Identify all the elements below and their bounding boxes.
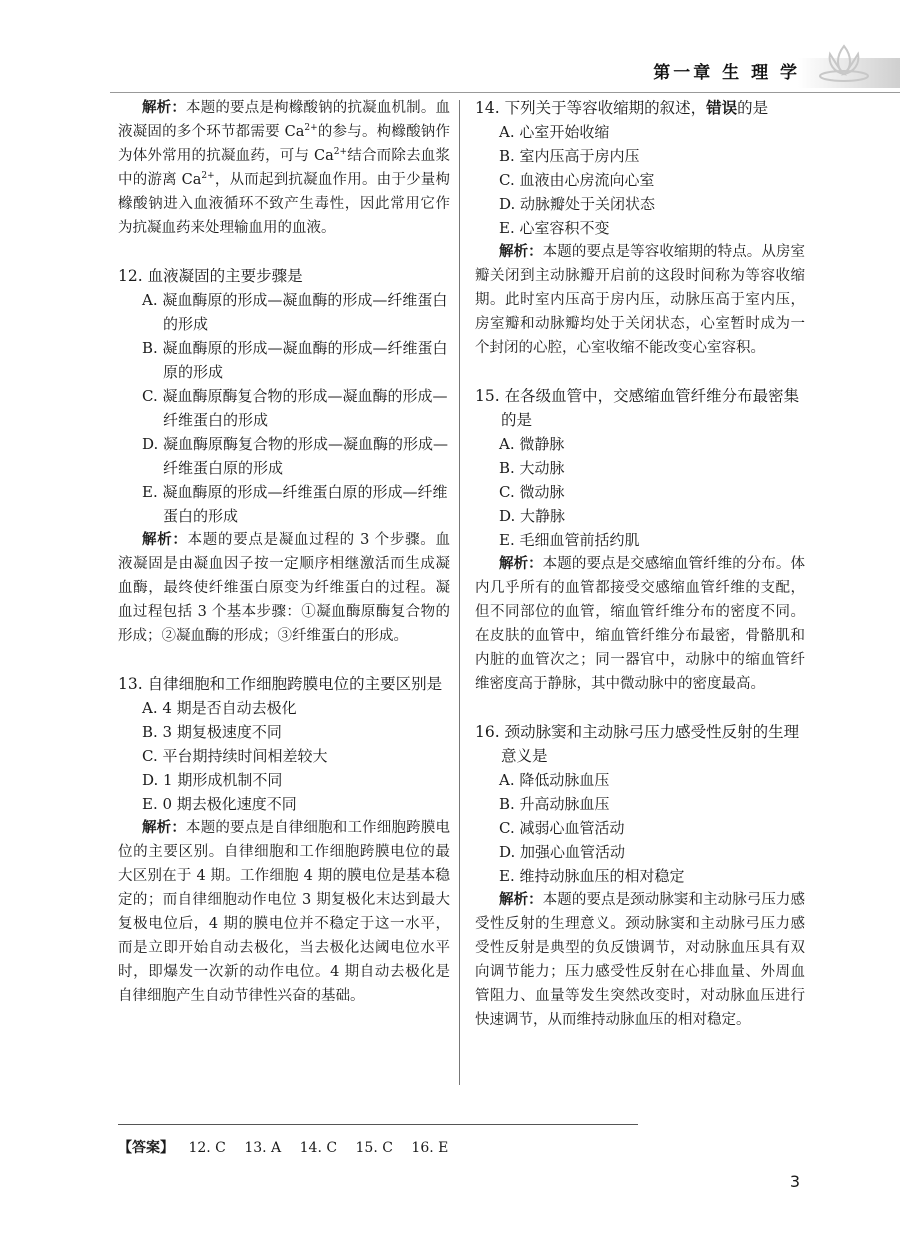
question-stem: 12. 血液凝固的主要步骤是 [118,267,303,285]
option-a: A. 凝血酶原的形成—凝血酶的形成—纤维蛋白的形成 [142,291,448,333]
lotus-logo-icon [816,40,872,86]
explanation-label: 解析： [142,820,187,836]
explanation-q13: 解析：本题的要点是自律细胞和工作细胞跨膜电位的主要区别。自律细胞和工作细胞跨膜电位的最大区别在于 4 期。工作细胞 4 期的膜电位是基本稳定的；而自律细胞动作电位 3 期复极化末达到最大复极电位后，4 期的膜电位并不稳定于这一水平，而是立即开始自动去极化，当去极化达阈电位水平时，即爆发一次新的动作电位。4 期自动去极化是自律细胞产生自动节律性兴奋的基础。 [118,820,451,1004]
right-column [475,96,805,1032]
explanation-label: 解析： [142,100,187,116]
option-c: C. 血液由心房流向心室 [499,171,655,189]
page-header [0,0,900,100]
option-c: C. 微动脉 [499,483,565,501]
option-b: B. 3 期复极速度不同 [142,723,282,741]
question-stem: 13. 自律细胞和工作细胞跨膜电位的主要区别是 [118,675,443,693]
answer-item: 15. C [355,1140,393,1156]
answer-key-label: 【答案】 [118,1140,174,1156]
answer-item: 13. A [244,1140,282,1156]
option-c: C. 减弱心血管活动 [499,819,625,837]
question-14 [475,96,805,360]
column-divider [459,100,460,1085]
option-c: C. 平台期持续时间相差较大 [142,747,328,765]
explanation-label: 解析： [142,532,188,548]
option-d: D. 加强心血管活动 [499,843,626,861]
explanation-q16: 解析：本题的要点是颈动脉窦和主动脉弓压力感受性反射的生理意义。颈动脉窦和主动脉弓压力感受性反射是典型的负反馈调节，对动脉血压具有双向调节能力；压力感受性反射在心排血量、外周血管阻力、血量等发生突然改变时，对动脉血压进行快速调节，从而维持动脉血压的相对稳定。 [475,892,806,1028]
option-d: D. 凝血酶原酶复合物的形成—凝血酶的形成—纤维蛋白原的形成 [142,435,449,477]
option-d: D. 大静脉 [499,507,566,525]
answer-item: 14. C [299,1140,338,1156]
explanation-label: 解析： [499,556,543,572]
explanation-q14: 解析：本题的要点是等容收缩期的特点。从房室瓣关闭到主动脉瓣开启前的这段时间称为等容收缩期。此时室内压高于房内压，动脉压高于室内压，房室瓣和动脉瓣均处于关闭状态，心室暂时成为一个封闭的心腔，心室收缩不能改变心室容积。 [475,244,806,356]
option-d: D. 1 期形成机制不同 [142,771,283,789]
explanation-label: 解析： [499,892,543,908]
explanation-q15: 解析：本题的要点是交感缩血管纤维的分布。体内几乎所有的血管都接受交感缩血管纤维的支配，但不同部位的血管，缩血管纤维分布的密度不同。在皮肤的血管中，缩血管纤维分布最密，骨骼肌和内脏的血管次之；同一器官中，动脉中的缩血管纤维密度高于静脉，其中微动脉中的密度最高。 [475,556,806,692]
question-stem: 15. 在各级血管中，交感缩血管纤维分布最密集的是 [475,387,800,429]
option-e: E. 毛细血管前括约肌 [499,531,640,549]
option-e: E. 凝血酶原的形成—纤维蛋白原的形成—纤维蛋白的形成 [142,483,448,525]
option-a: A. 4 期是否自动去极化 [142,699,297,717]
left-column [118,96,450,1008]
option-a: A. 心室开始收缩 [499,123,610,141]
option-e: E. 心室容积不变 [499,219,610,237]
option-c: C. 凝血酶原酶复合物的形成—凝血酶的形成—纤维蛋白的形成 [142,387,448,429]
option-e: E. 0 期去极化速度不同 [142,795,297,813]
option-b: B. 室内压高于房内压 [499,147,640,165]
question-12 [118,264,450,648]
option-d: D. 动脉瓣处于关闭状态 [499,195,656,213]
option-a: A. 微静脉 [499,435,565,453]
explanation-label: 解析： [499,244,543,260]
option-a: A. 降低动脉血压 [499,771,610,789]
question-13 [118,672,450,1008]
option-e: E. 维持动脉血压的相对稳定 [499,867,685,885]
page-number: 3 [789,1172,800,1191]
question-stem: 16. 颈动脉窦和主动脉弓压力感受性反射的生理意义是 [475,723,800,765]
explanation-q12: 解析：本题的要点是凝血过程的 3 个步骤。血液凝固是由凝血因子按一定顺序相继激活而生成凝血酶，最终使纤维蛋白原变为纤维蛋白的过程。凝血过程包括 3 个基本步骤：①凝血酶原酶复合物的形成；②凝血酶的形成；③纤维蛋白的形成。 [118,532,450,644]
chapter-title: 第一章 生 理 学 [653,63,800,83]
option-b: B. 大动脉 [499,459,565,477]
emphasis-wrong: 错误 [706,98,738,117]
question-15 [475,384,805,696]
explanation-q11: 解析：本题的要点是枸橼酸钠的抗凝血机制。血液凝固的多个环节都需要 $Ca^{2+}$的参与。枸橼酸钠作为体外常用的抗凝血药，可与 $Ca^{2+}$结合而除去血浆中的游离 $Ca^{2+}$，从而起到抗凝血作用。由于少量枸橼酸钠进入血液循环不致产生毒性，因此常用它作为抗凝血药来处理输血用的血液。 [118,100,451,236]
option-b: B. 凝血酶原的形成—凝血酶的形成—纤维蛋白原的形成 [142,339,448,381]
question-16 [475,720,805,1032]
answer-key [118,1124,638,1157]
option-b: B. 升高动脉血压 [499,795,610,813]
answer-item: 16. E [411,1140,449,1156]
header-rule [110,92,900,93]
answer-item: 12. C [188,1140,226,1156]
question-stem: 14. 下列关于等容收缩期的叙述，错误的是 [475,98,769,117]
